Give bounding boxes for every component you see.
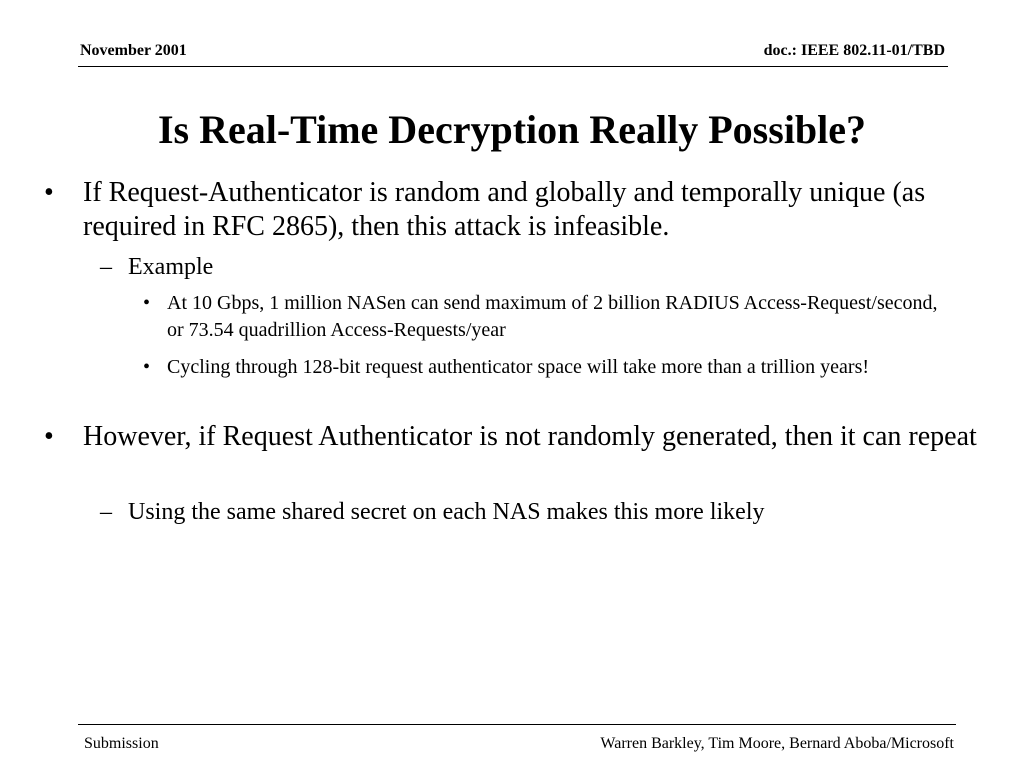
header-divider <box>78 66 948 67</box>
sub-bullet-shared-secret <box>0 498 1024 532</box>
header-doc-id: doc.: IEEE 802.11-01/TBD <box>763 42 945 59</box>
bullet-item-2 <box>0 420 1024 498</box>
slide-body <box>0 176 1024 532</box>
bullet-text: If Request-Authenticator is random and globally and temporally unique (as required in RFC 2865), then this attack is infeasible. <box>83 177 926 242</box>
sub-bullet-example <box>0 253 1024 290</box>
bullet-item-1 <box>0 176 1024 253</box>
bullet-text: However, if Request Authenticator is not randomly generated, then it can repeat <box>83 421 977 452</box>
sub-sub-bullet-2 <box>0 354 1024 420</box>
sub-sub-bullet-text: At 10 Gbps, 1 million NASen can send maximum of 2 billion RADIUS Access-Request/second, or 73.54 quadrillion Access-Requests/year <box>167 292 938 341</box>
header-date: November 2001 <box>80 42 187 59</box>
sub-sub-bullet-1 <box>0 290 1024 354</box>
sub-sub-bullet-marker: • <box>143 292 151 314</box>
slide-title: Is Real-Time Decryption Really Possible? <box>157 107 867 152</box>
bullet-marker: • <box>44 177 54 208</box>
sub-bullet-marker: – <box>100 499 112 525</box>
sub-bullet-text: Using the same shared secret on each NAS makes this more likely <box>128 499 765 525</box>
sub-sub-bullet-marker: • <box>143 356 151 378</box>
sub-bullet-marker: – <box>100 254 112 280</box>
bullet-marker: • <box>44 421 54 452</box>
sub-sub-bullet-text: Cycling through 128-bit request authenticator space will take more than a trillion years! <box>167 356 870 378</box>
footer-divider <box>78 724 956 725</box>
footer-submission: Submission <box>84 735 159 752</box>
footer-authors: Warren Barkley, Tim Moore, Bernard Aboba/Microsoft <box>600 735 954 752</box>
sub-bullet-text: Example <box>128 254 214 280</box>
